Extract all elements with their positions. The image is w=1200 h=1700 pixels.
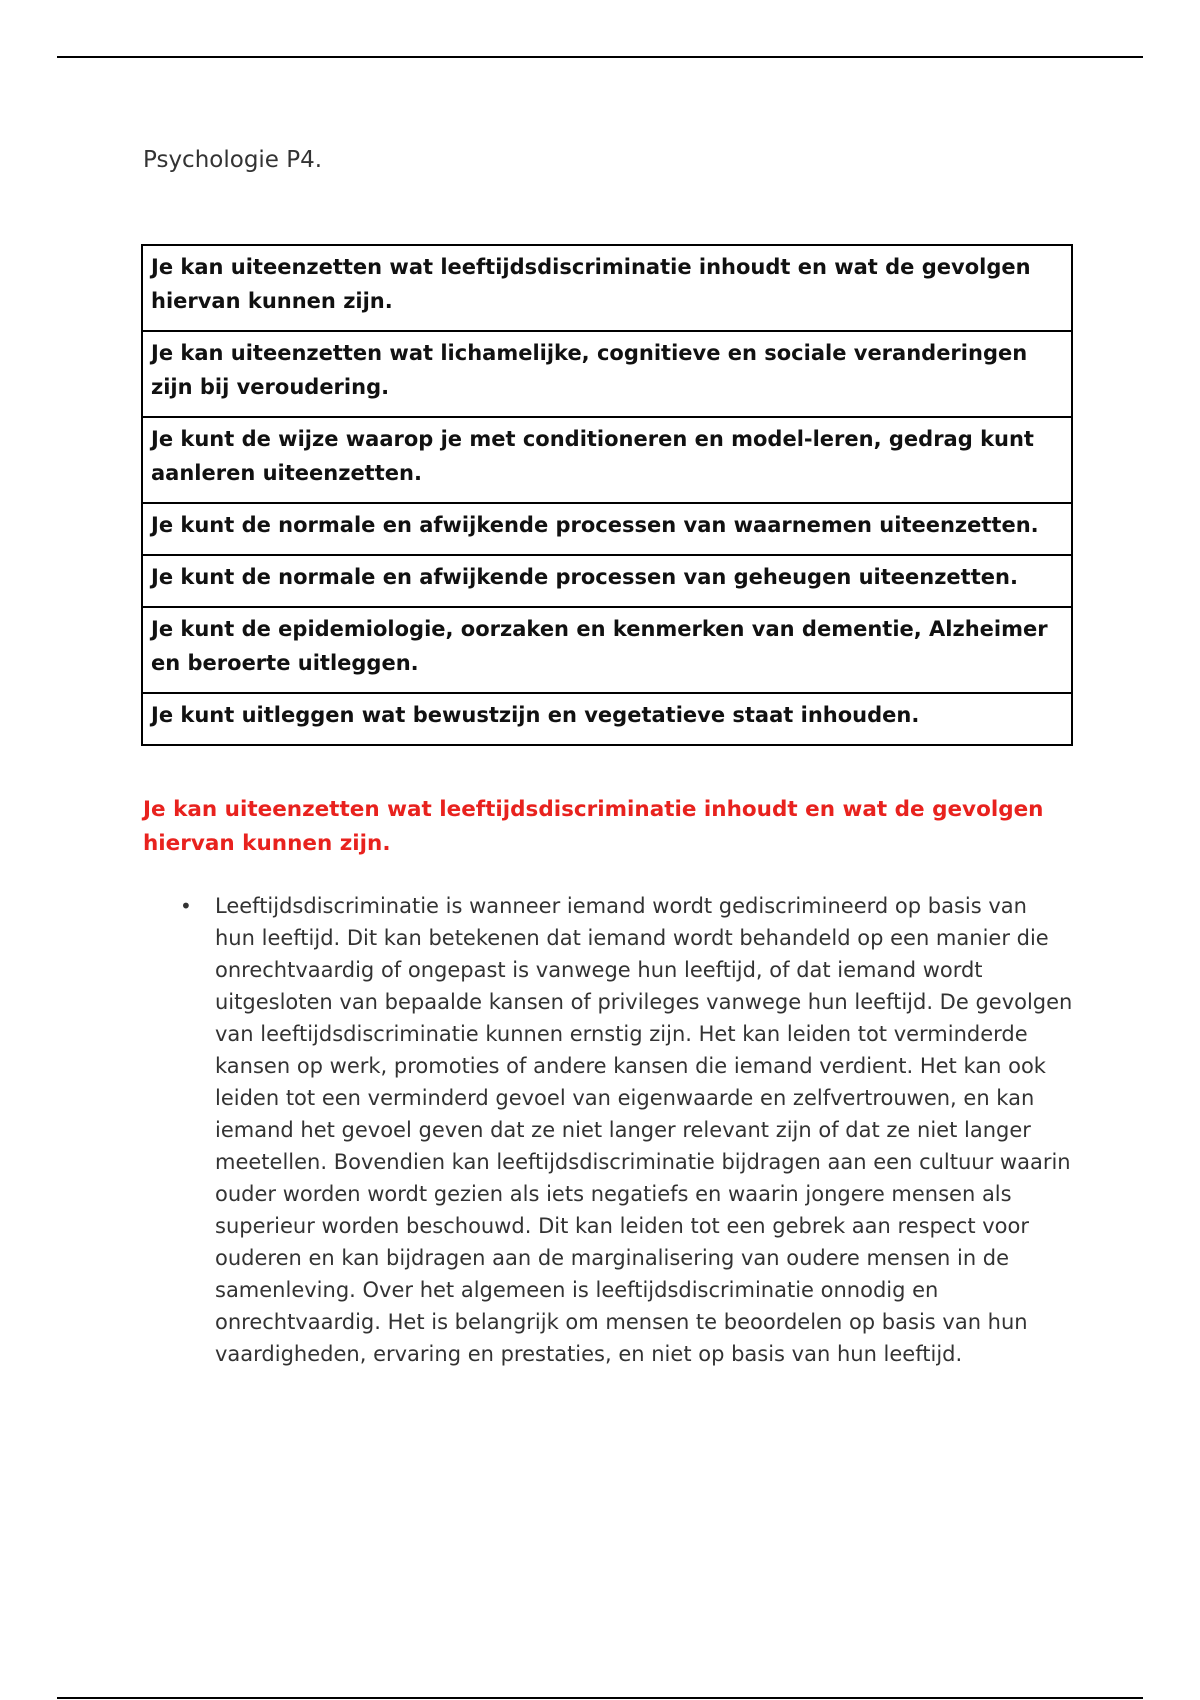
bullet-icon: • (180, 894, 192, 918)
objective-row: Je kan uiteenzetten wat lichamelijke, cognitieve en sociale veranderingen zijn bij veroudering. (143, 332, 1071, 418)
objective-row: Je kunt de normale en afwijkende processen van waarnemen uiteenzetten. (143, 504, 1071, 556)
list-item (143, 890, 1073, 1370)
document-title: Psychologie P4. (143, 147, 323, 173)
objective-row: Je kunt de epidemiologie, oorzaken en kenmerken van dementie, Alzheimer en beroerte uitleggen. (143, 608, 1071, 694)
bullet-list (143, 890, 1073, 1370)
objective-row: Je kunt de wijze waarop je met conditioneren en model-leren, gedrag kunt aanleren uiteenzetten. (143, 418, 1071, 504)
bottom-rule (57, 1697, 1143, 1699)
paragraph-text: Leeftijdsdiscriminatie is wanneer iemand wordt gediscrimineerd op basis van hun leeftijd. Dit kan betekenen dat iemand wordt behandeld op een manier die onrechtvaardig of ongepast is vanwege hun leeftijd, of dat iemand wordt uitgesloten van bepaalde kansen of privileges vanwege hun leeftijd. De gevolgen van leeftijdsdiscriminatie kunnen ernstig zijn. Het kan leiden tot verminderde kansen op werk, promoties of andere kansen die iemand verdient. Het kan ook leiden tot een verminderd gevoel van eigenwaarde en zelfvertrouwen, en kan iemand het gevoel geven dat ze niet langer relevant zijn of dat ze niet langer meetellen. Bovendien kan leeftijdsdiscriminatie bijdragen aan een cultuur waarin ouder worden wordt gezien als iets negatiefs en waarin jongere mensen als superieur worden beschouwd. Dit kan leiden tot een gebrek aan respect voor ouderen en kan bijdragen aan de marginalisering van oudere mensen in de samenleving. Over het algemeen is leeftijdsdiscriminatie onnodig en onrechtvaardig. Het is belangrijk om mensen te beoordelen op basis van hun vaardigheden, ervaring en prestaties, en niet op basis van hun leeftijd. (215, 894, 1073, 1366)
learning-objectives-table (141, 244, 1073, 746)
objective-row: Je kan uiteenzetten wat leeftijdsdiscriminatie inhoudt en wat de gevolgen hiervan kunnen zijn. (143, 246, 1071, 332)
section-heading: Je kan uiteenzetten wat leeftijdsdiscriminatie inhoudt en wat de gevolgen hiervan kunnen zijn. (143, 797, 1044, 856)
objective-row: Je kunt uitleggen wat bewustzijn en vegetatieve staat inhouden. (151, 703, 920, 727)
objective-row: Je kunt de normale en afwijkende processen van geheugen uiteenzetten. (143, 556, 1071, 608)
top-rule (57, 56, 1143, 58)
